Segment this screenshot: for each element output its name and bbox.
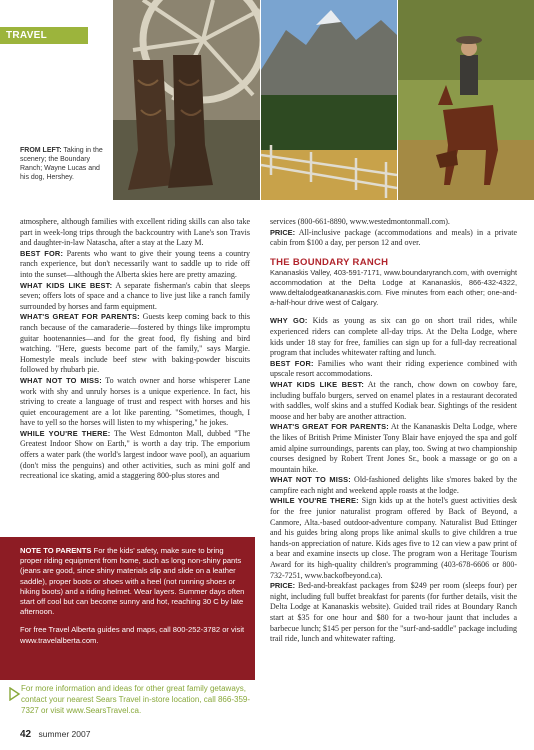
right-cont: services (800-661-8890, www.westedmontonmall.com).: [270, 217, 450, 226]
item-label: WHILE YOU'RE THERE:: [20, 428, 111, 438]
item-label: WHAT NOT TO MISS:: [20, 375, 102, 385]
item-label: WHAT'S GREAT FOR PARENTS:: [20, 312, 140, 322]
photo-boundary-ranch: [261, 0, 397, 200]
price-text: All-inclusive package (accommodations and meals) in a private cabin from $100 a day, per person 12 and over.: [270, 227, 517, 248]
left-item: [20, 429, 250, 482]
item-label: WHAT KIDS LIKE BEST:: [20, 280, 113, 290]
section-title: THE BOUNDARY RANCH: [270, 256, 389, 268]
item-text: A separate fisherman's cabin that sleeps seven; offers lots of space and a chance to live just like a ranch family surrounded by horses and farm equipment.: [20, 280, 251, 311]
item-label: WHAT NOT TO MISS:: [270, 475, 351, 485]
page-footer: [20, 729, 90, 740]
sears-promo: [9, 684, 259, 716]
right-price: [270, 228, 517, 249]
caption-text: Taking in the scenery; the Boundary Ranch; Wayne Lucas and his dog, Hershey.: [20, 147, 103, 181]
right-column: [270, 217, 517, 645]
item-text: Sign kids up at the hotel's guest activities desk for the free junior naturalist program offered by Back of Beyond, a Canmore, Alta.-based outdoor-adventure company. Naturalist Bud Ettinger and his guides bring along props like animal skulls to give children a true hands-on appreciation of nature. Kids ages five to 12 can view a paw print of a bear and examine insects up close. The program won a Heritage Tourism Award for its high-quality children's programming (403-678-6606 or 800-732-7251, www.backofbeyond.ca).: [270, 496, 517, 580]
left-item: [20, 376, 250, 429]
promo-text: For more information and ideas for other great family getaways, contact your nearest Sears Travel in-store location, call 866-359-7327 or visit www.SearsTravel.ca.: [21, 684, 251, 715]
right-item: [270, 475, 517, 496]
note-to-parents-box: [0, 537, 255, 680]
item-text: Bed-and-breakfast packages from $249 per room (sleeps four) per night, including full buffet breakfast for parents (for further details, visit the Delta Lodge at Kananaskis website). Guided trail rides at Boundary Ranch start at $35 for one hour and $80 for a two-hour jaunt that includes a barbecue lunch; $145 per person for the "surf-and-saddle" package including trail ride, lunch and whitewater rafting.: [270, 581, 517, 644]
item-text: Parents who want to give their young teens a country ranch experience, but don't necessarily want to saddle up to ride off into the sunset—although the Alberta skies here are pretty amazing.: [20, 248, 250, 279]
item-text: To watch owner and horse whisperer Lane work with shy and unruly horses is a unique experience. In fact, his striving to create a language of trust and respect with horses and his quiet encouragement are a lot like parenting. "Sometimes, though, I have to yell so the horses will listen to my whispering," he jokes.: [20, 375, 251, 428]
item-label: BEST FOR:: [20, 248, 64, 258]
left-intro: atmosphere, although families with excellent riding skills can also take part in week-long trips through the backcountry with Lane's son Travis and daughter-in-law Natascha, after a stay at the Lazy M.: [20, 217, 250, 248]
left-item: [20, 281, 250, 313]
note-text: For the kids' safety, make sure to bring proper riding equipment from home, such as long non-shiny pants (jeans are good, since shiny materials slip and slide on a leather saddle), proper boots or shoes with a heel (not running shoes or hiking boots) and a riding helmet. Wear layers. Summer days often start off cool but can become sunny and hot, reaching 30 C by late afternoon.: [20, 546, 245, 617]
left-column: [20, 217, 250, 482]
note-paragraph: [20, 546, 247, 617]
note-label: NOTE TO PARENTS: [20, 546, 92, 555]
item-text: At the Kananaskis Delta Lodge, where the likes of British Prime Minister Tony Blair have enjoyed the spa and golf amid alpine surroundings, parents can play, too. Swing at two championship courses designed by Robert Trent Jones Sr., book a massage or go on a mountain hike.: [270, 422, 518, 474]
right-item: [270, 316, 517, 358]
item-label: BEST FOR:: [270, 358, 314, 368]
item-text: Guests keep coming back to this ranch because of the camaraderie—fostered by things like impromptu guitar hootenannies—and for the great food, fly fishing and bird watching. "Here, guests become part of the family," says Margie. Homestyle meals include beef stew with baking-powder biscuits followed by rhubarb pie.: [20, 312, 251, 375]
section-subtitle: Kananaskis Valley, 403-591-7171, www.boundaryranch.com, with overnight accommodation at the Delta Lodge at Kananaskis, 866-432-4322, www.deltalodgeatkananaskis.com. Five minutes from each other; one-and-a-half-hour drive west of Calgary.: [270, 268, 517, 308]
arrow-icon: [9, 687, 21, 701]
item-text: Old-fashioned delights like s'mores baked by the campfire each night and weekend apple roasts at the lodge.: [270, 475, 518, 495]
right-item: [270, 581, 517, 645]
right-item: [270, 422, 517, 475]
item-label: WHILE YOU'RE THERE:: [270, 496, 359, 506]
item-text: Kids as young as six can go on short trail rides, while experienced riders can complete all-day trips. At the Delta Lodge, where kids under 18 stay for free, families can sign up for a full-day recreational program that includes whitewater rafting and lunch.: [270, 316, 517, 358]
left-item: [20, 249, 250, 281]
item-label: WHY GO:: [270, 316, 308, 326]
item-label: WHAT KIDS LIKE BEST:: [270, 379, 365, 389]
caption-lead: FROM LEFT:: [20, 147, 62, 154]
photo-caption: [20, 146, 110, 182]
issue-label: summer 2007: [38, 729, 91, 739]
item-label: WHAT'S GREAT FOR PARENTS:: [270, 422, 389, 432]
price-label: PRICE:: [270, 227, 296, 237]
page-number: 42: [20, 729, 32, 740]
guides-text: For free Travel Alberta guides and maps, call 800-252-3782 or visit www.travelalberta.com.: [20, 625, 245, 645]
right-item: [270, 380, 517, 422]
left-item: [20, 312, 250, 376]
right-item: [270, 496, 517, 581]
photo-boots: [113, 0, 260, 200]
right-item: [270, 359, 517, 380]
item-text: At the ranch, chow down on cowboy fare, including buffalo burgers, served on enamel plates in a restaurant decorated with saddles, wolf skins and a stuffed Kodiak bear. Sightings of the resident moose and her baby are another attraction.: [270, 379, 517, 421]
item-text: Families who want their riding experience combined with upscale resort accommodations.: [270, 358, 517, 379]
item-label: PRICE:: [270, 581, 296, 591]
photo-rider-dog: [398, 0, 534, 200]
item-text: The West Edmonton Mall, dubbed "The Greatest Indoor Show on Earth," is worth a day trip. The emporium offers a water park (the world's largest indoor wave pool), an aquarium (don't miss the penguins) and other activities, such as mini golf and recreational ice skating, amid a staggering 800-plus stores and: [20, 428, 250, 481]
section-tag: TRAVEL: [0, 27, 88, 44]
